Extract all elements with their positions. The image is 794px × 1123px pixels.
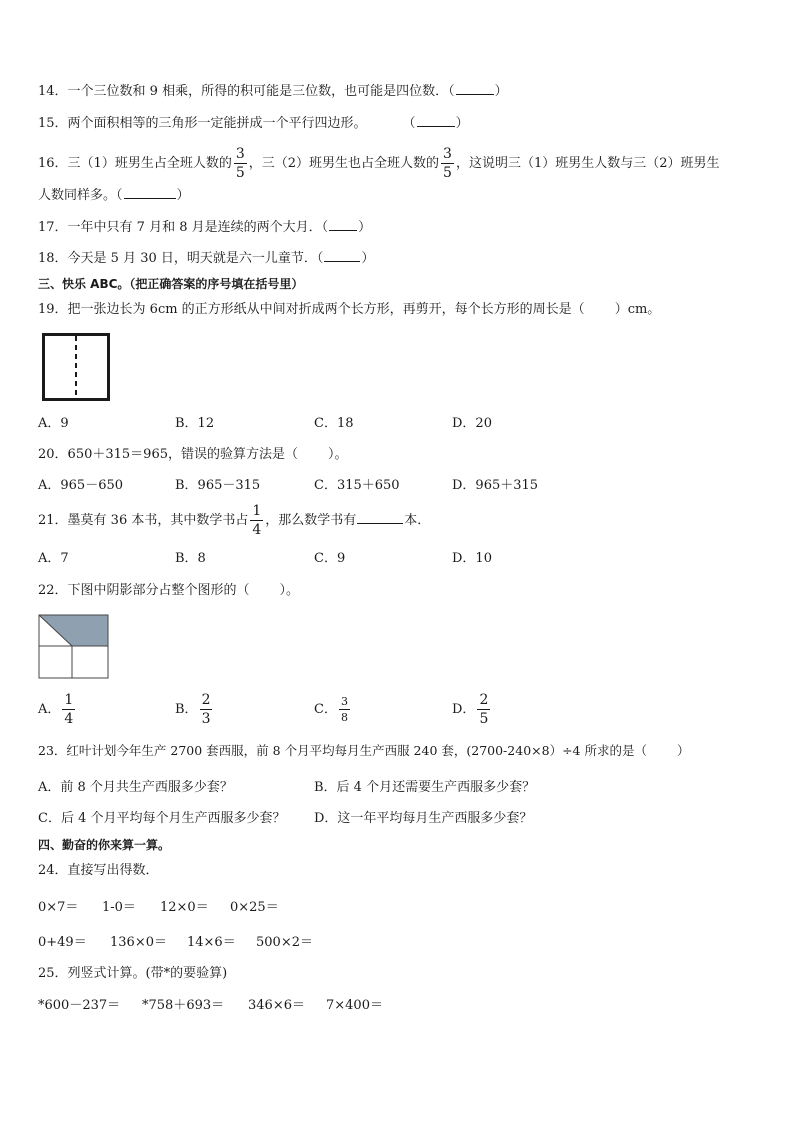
- question-18: 18．今天是 5 月 30 日，明天就是六一儿童节．（ ）: [38, 251, 375, 266]
- calc-item: 12×0＝: [160, 900, 209, 915]
- question-14: 14．一个三位数和 9 相乘，所得的积可能是三位数，也可能是四位数．（ ）: [38, 84, 508, 99]
- option-b[interactable]: B．965－315: [175, 478, 261, 493]
- option-a[interactable]: A．前 8 个月共生产西服多少套？: [38, 780, 233, 795]
- calc-item: 136×0＝: [110, 935, 167, 950]
- calc-item: 0×25＝: [230, 900, 279, 915]
- question-15: 15．两个面积相等的三角形一定能拼成一个平行四边形。 （ ）: [38, 116, 469, 131]
- answer-blank[interactable]: [324, 249, 360, 262]
- option-a[interactable]: A． $\frac{1}{4}$: [38, 692, 74, 727]
- option-c[interactable]: C．9: [314, 551, 346, 566]
- fraction: $\frac{1}{4}$: [252, 503, 262, 538]
- question-16-line2: 人数同样多。（ ）: [38, 188, 190, 203]
- question-22: 22．下图中阴影部分占整个图形的（ ）。: [38, 583, 300, 598]
- question-19: 19．把一张边长为 6cm 的正方形纸从中间对折成两个长方形，再剪开，每个长方形的周长是（ ）cm。: [38, 302, 661, 317]
- answer-blank[interactable]: [417, 114, 455, 127]
- question-15-text: 15．两个面积相等的三角形一定能拼成一个平行四边形。: [38, 116, 367, 131]
- option-d[interactable]: D．965＋315: [452, 478, 539, 493]
- option-a[interactable]: A．965－650: [38, 478, 124, 493]
- fraction: $\frac{3}{5}$: [443, 146, 452, 181]
- fraction: $\frac{3}{5}$: [235, 146, 245, 181]
- answer-blank[interactable]: [357, 511, 403, 524]
- calc-item: 0×7＝: [38, 900, 79, 915]
- question-23: 23．红叶计划今年生产 2700 套西服，前 8 个月平均每月生产西服 240 套，(2700-240×8）÷4 所求的是（ ）: [38, 743, 690, 758]
- option-c[interactable]: C．315＋650: [314, 478, 400, 493]
- question-16: 16．三（1）班男生占全班人数的 $\frac{3}{5}$ ，三（2）班男生也占全班人数的 $\frac{3}{5}$ ，这说明三（1）班男生人数与三（2）班男生: [38, 146, 720, 181]
- question-24-title: 24．直接写出得数．: [38, 863, 159, 878]
- section-heading: 三、快乐 ABC。（把正确答案的序号填在括号里）: [38, 277, 304, 291]
- calc-item: 1-0＝: [102, 900, 136, 915]
- option-b[interactable]: B．后 4 个月还需要生产西服多少套？: [314, 780, 536, 795]
- section-heading: 四、勤奋的你来算一算。: [38, 838, 171, 852]
- option-a[interactable]: A．9: [38, 416, 69, 431]
- shaded-rectangle-figure: [38, 614, 110, 680]
- option-d[interactable]: D．10: [452, 551, 492, 566]
- option-a[interactable]: A．7: [38, 551, 69, 566]
- option-c[interactable]: C．后 4 个月平均每个月生产西服多少套？: [38, 811, 286, 826]
- option-d[interactable]: D． $\frac{2}{5}$: [452, 692, 489, 727]
- calc-item: 346×6＝: [248, 998, 305, 1013]
- question-21: 21．墨莫有 36 本书，其中数学书占 $\frac{1}{4}$ ，那么数学书有 本．: [38, 503, 431, 538]
- option-d[interactable]: D．这一年平均每月生产西服多少套？: [314, 811, 533, 826]
- answer-blank[interactable]: [329, 218, 357, 231]
- question-20: 20．650＋315＝965，错误的验算方法是（ ）。: [38, 447, 348, 462]
- question-14-text: 14．一个三位数和 9 相乘，所得的积可能是三位数，也可能是四位数．（: [38, 84, 455, 99]
- calc-item: *600－237＝: [38, 998, 121, 1013]
- option-b[interactable]: B．8: [175, 551, 206, 566]
- answer-blank[interactable]: [124, 186, 176, 199]
- answer-blank[interactable]: [456, 82, 494, 95]
- option-b[interactable]: B． $\frac{2}{3}$: [175, 692, 211, 727]
- option-c[interactable]: C． $\frac{3}{8}$: [314, 695, 348, 724]
- option-d[interactable]: D．20: [452, 416, 492, 431]
- calc-item: 14×6＝: [187, 935, 236, 950]
- calc-item: 0+49＝: [38, 935, 87, 950]
- calc-item: *758＋693＝: [142, 998, 225, 1013]
- option-b[interactable]: B．12: [175, 416, 215, 431]
- folded-square-figure: [42, 333, 110, 401]
- calc-item: 7×400＝: [326, 998, 383, 1013]
- question-25-title: 25．列竖式计算。(带*的要验算): [38, 966, 228, 981]
- question-17: 17．一年中只有 7 月和 8 月是连续的两个大月．（ ）: [38, 220, 372, 235]
- option-c[interactable]: C．18: [314, 416, 354, 431]
- calc-item: 500×2＝: [256, 935, 313, 950]
